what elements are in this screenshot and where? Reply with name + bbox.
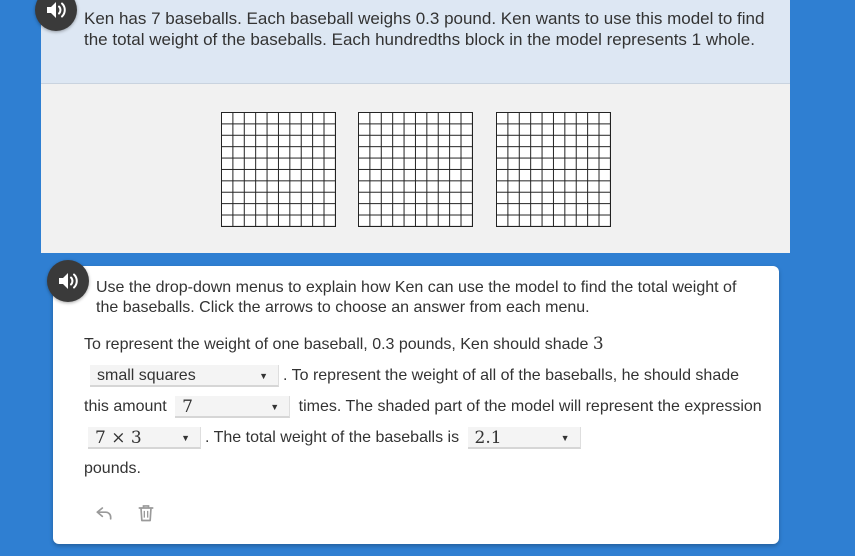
caret-down-icon: ▼	[259, 370, 268, 381]
undo-icon	[94, 502, 114, 524]
dropdown-total-weight[interactable]	[468, 427, 581, 449]
dropdown-shade-unit-value: small squares	[97, 366, 196, 384]
question-text: Ken has 7 baseballs. Each baseball weighs 0.3 pound. Ken wants to use this model to find the total weight of the baseballs. Each hundredths block in the model represents 1 whole.	[84, 9, 765, 49]
hundredths-block-3[interactable]	[496, 112, 611, 227]
answer-sentence	[84, 329, 764, 484]
trash-icon	[136, 502, 156, 524]
answer-text-part3: times. The shaded part of the model will represent the expression	[298, 398, 762, 415]
instructions-audio-button[interactable]	[47, 260, 89, 302]
caret-down-icon: ▼	[181, 432, 190, 443]
dropdown-shade-unit[interactable]	[90, 365, 279, 387]
dropdown-expression[interactable]	[88, 427, 201, 449]
answer-text-part1: To represent the weight of one baseball, 0.3 pounds, Ken should shade	[84, 336, 589, 353]
dropdown-shade-times-value: 7	[182, 396, 193, 417]
caret-down-icon: ▼	[560, 432, 570, 443]
question-header	[41, 0, 790, 84]
dropdown-total-weight-value: 2.1	[474, 427, 502, 448]
undo-button[interactable]	[91, 499, 117, 527]
caret-down-icon: ▼	[270, 401, 280, 412]
answer-card	[53, 266, 779, 544]
answer-text-part2: . To represent the weight of all of the baseballs, he should shade this amount	[84, 367, 740, 415]
hundredths-model	[41, 84, 790, 253]
speaker-icon	[44, 0, 68, 22]
answer-text-part5: pounds.	[84, 460, 141, 477]
dropdown-shade-times[interactable]	[175, 396, 290, 418]
speaker-icon	[56, 269, 80, 293]
delete-button[interactable]	[133, 499, 159, 527]
answer-text-part4: . The total weight of the baseballs is	[205, 429, 460, 446]
dropdown-expression-value: 7 × 3	[95, 427, 142, 448]
question-panel	[41, 0, 790, 253]
hundredths-block-1[interactable]	[221, 112, 336, 227]
instructions-text: Use the drop-down menus to explain how Ken can use the model to find the total weight of the baseballs. Click the arrows to choose an answer from each menu.	[96, 279, 737, 316]
answer-number-three: 3	[592, 334, 604, 354]
hundredths-block-2[interactable]	[358, 112, 473, 227]
